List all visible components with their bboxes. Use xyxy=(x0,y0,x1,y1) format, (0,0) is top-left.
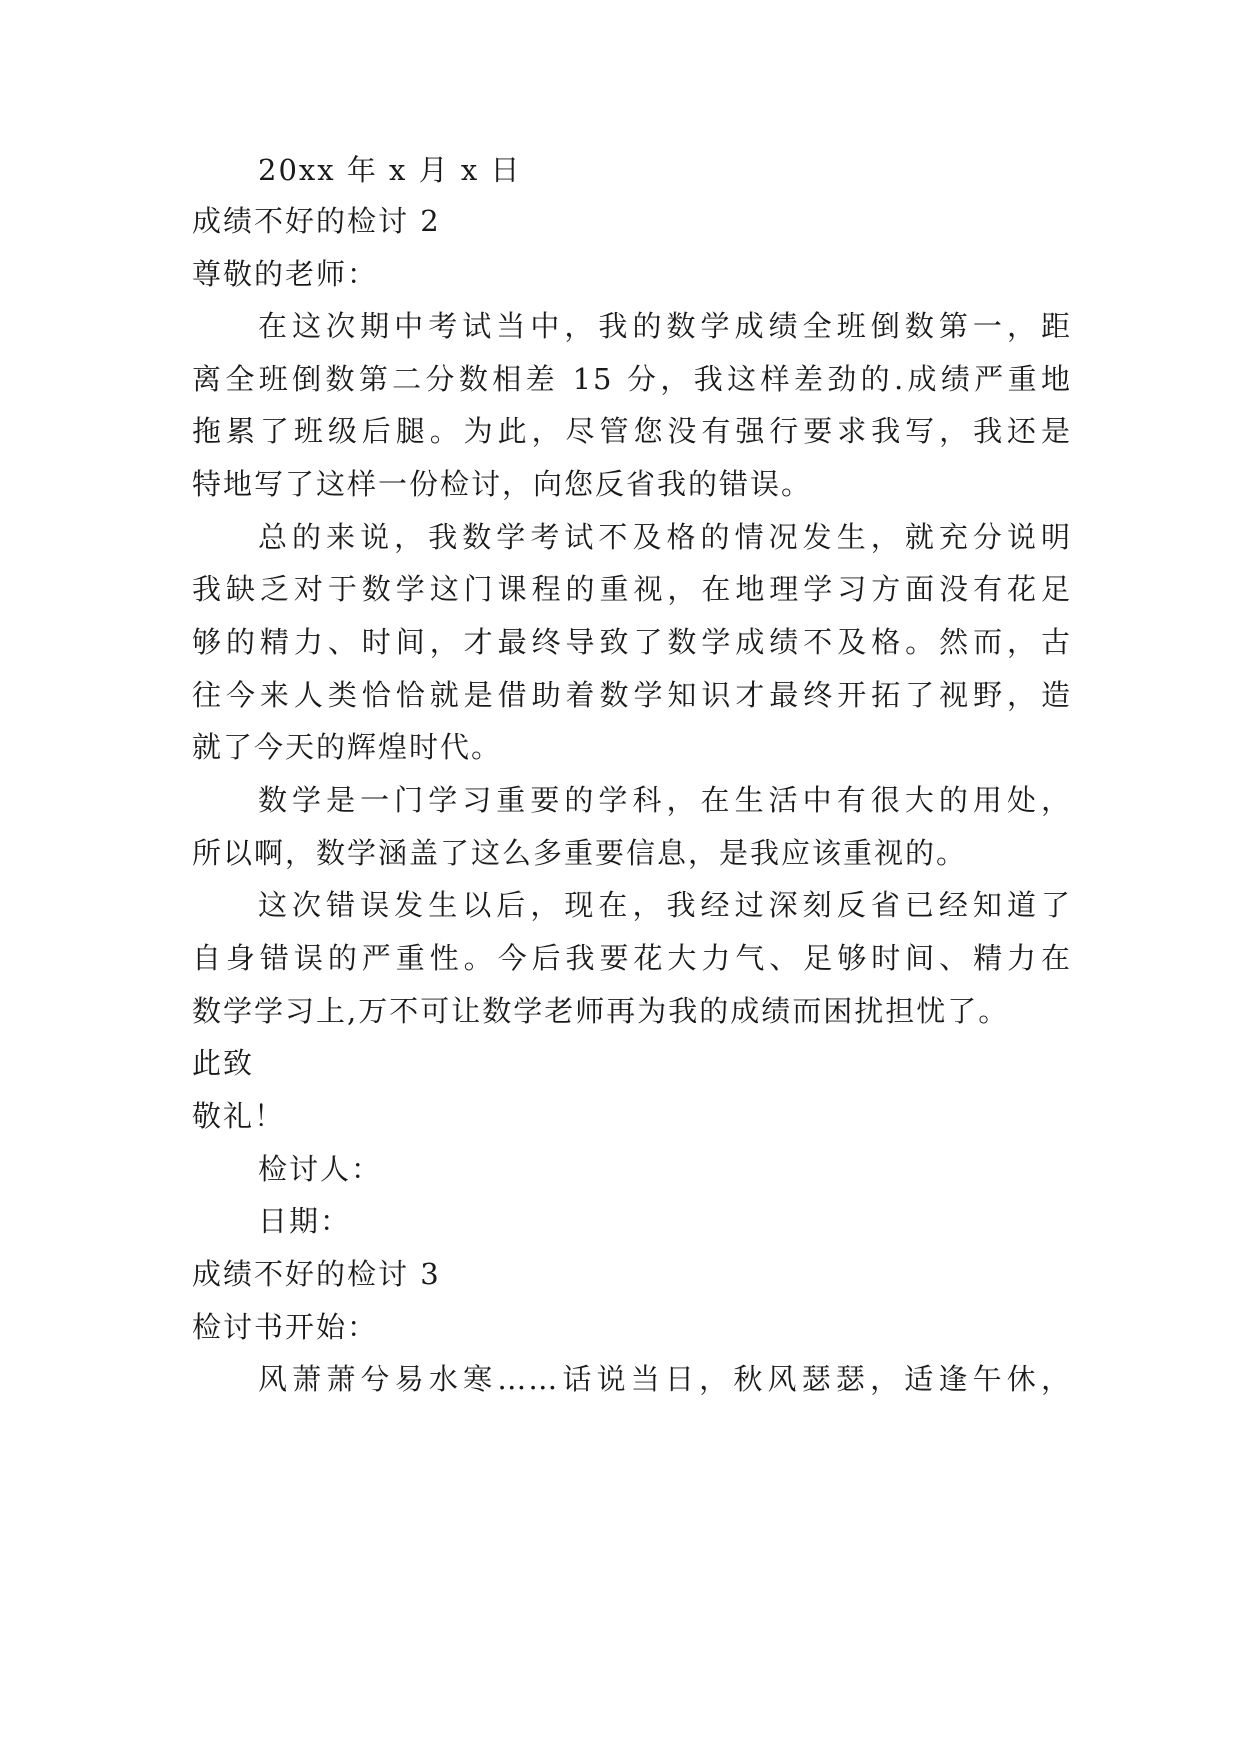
signer-label: 检讨人： xyxy=(258,1152,383,1186)
paragraph-line: 特地写了这样一份检讨，向您反省我的错误。 xyxy=(192,467,813,501)
paragraph-line: 总的来说，我数学考试不及格的情况发生，就充分说明 xyxy=(258,520,1072,554)
date-line: 20xx 年 x 月 x 日 xyxy=(258,153,522,187)
date-label: 日期： xyxy=(258,1204,352,1238)
section-2-title: 成绩不好的检讨 2 xyxy=(192,204,441,238)
paragraph-line: 在这次期中考试当中，我的数学成绩全班倒数第一，距 xyxy=(258,309,1072,343)
section-3-title: 成绩不好的检讨 3 xyxy=(192,1257,441,1291)
paragraph-line: 数学是一门学习重要的学科，在生活中有很大的用处， xyxy=(258,783,1072,817)
paragraph-line: 拖累了班级后腿。为此，尽管您没有强行要求我写，我还是 xyxy=(192,414,1072,448)
paragraph-line: 自身错误的严重性。今后我要花大力气、足够时间、精力在 xyxy=(192,941,1072,975)
salutation: 尊敬的老师： xyxy=(192,257,379,291)
opening-line: 检讨书开始： xyxy=(192,1310,379,1344)
paragraph-line: 这次错误发生以后，现在，我经过深刻反省已经知道了 xyxy=(258,888,1072,922)
paragraph-line: 够的精力、时间，才最终导致了数学成绩不及格。然而，古 xyxy=(192,625,1072,659)
paragraph-line: 离全班倒数第二分数相差 15 分，我这样差劲的.成绩严重地 xyxy=(192,362,1072,396)
closing-line-1: 此致 xyxy=(192,1046,255,1080)
closing-line-2: 敬礼！ xyxy=(192,1099,286,1133)
paragraph-line: 所以啊，数学涵盖了这么多重要信息，是我应该重视的。 xyxy=(192,836,968,870)
paragraph-line: 就了今天的辉煌时代。 xyxy=(192,730,503,764)
paragraph-line: 数学学习上,万不可让数学老师再为我的成绩而困扰担忧了。 xyxy=(192,994,1010,1028)
paragraph-line: 我缺乏对于数学这门课程的重视，在地理学习方面没有花足 xyxy=(192,572,1072,606)
paragraph-line: 风萧萧兮易水寒……话说当日，秋风瑟瑟，适逢午休， xyxy=(258,1362,1072,1396)
paragraph-line: 往今来人类恰恰就是借助着数学知识才最终开拓了视野，造 xyxy=(192,678,1072,712)
